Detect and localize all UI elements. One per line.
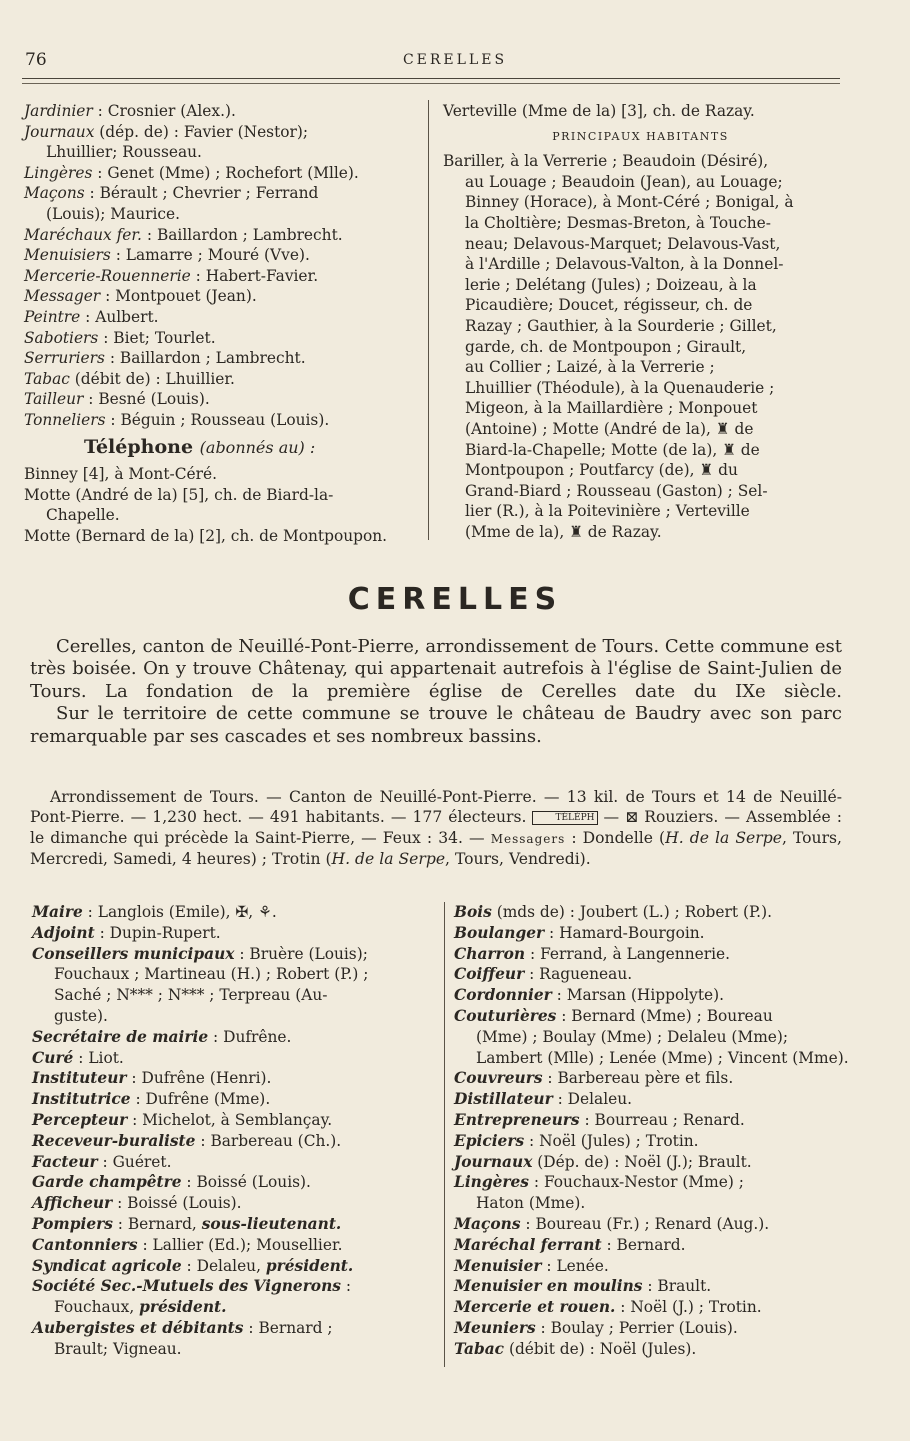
entry-label: Distillateur xyxy=(454,1090,553,1109)
entry-text: : Delaleu. xyxy=(552,1090,633,1109)
entry-text: : Bernard ; xyxy=(243,1318,333,1337)
entry-text: : Dupin-Rupert. xyxy=(94,923,221,942)
list-entry xyxy=(454,1214,844,1235)
entry-text: : Michelot, à Semblançay. xyxy=(127,1110,333,1129)
entry-label: Receveur-buraliste xyxy=(32,1131,196,1150)
list-entry xyxy=(454,1089,844,1110)
messagers-label: Messagers xyxy=(490,831,566,846)
list-entry xyxy=(32,1048,426,1069)
entry-text: : Boulay ; Perrier (Louis). xyxy=(535,1318,738,1337)
entry-label: Mercerie-Rouennerie xyxy=(24,266,191,285)
list-entry xyxy=(32,1131,426,1152)
entry-label: Charron xyxy=(454,944,526,963)
list-entry xyxy=(454,1339,844,1360)
entry-text: : Genet (Mme) ; Rochefort (Mlle). xyxy=(92,163,359,182)
telephone-entry: Binney [4], à Mont-Céré. xyxy=(24,465,217,484)
entry-text: Haton (Mme). xyxy=(476,1194,586,1213)
entry-label: Sabotiers xyxy=(24,328,99,347)
entry-text: : Lamarre ; Mouré (Vve). xyxy=(110,246,310,265)
entry-label: Curé xyxy=(32,1048,74,1067)
header-rule xyxy=(22,78,840,79)
list-entry xyxy=(32,1193,426,1214)
list-entry xyxy=(32,1027,426,1048)
entry-text: : Bernard. xyxy=(601,1235,686,1254)
trade-listing xyxy=(24,101,416,431)
list-entry xyxy=(32,1235,426,1256)
entry-label: Lingères xyxy=(24,163,93,182)
list-entry xyxy=(454,944,844,965)
entry-label: Tailleur xyxy=(24,390,84,409)
residents-list xyxy=(443,151,838,542)
list-entry xyxy=(454,1276,844,1297)
text-line: Migeon, à la Maillardière ; Monpouet xyxy=(465,399,758,418)
entry-text: : Barbereau (Ch.). xyxy=(195,1131,342,1150)
entry-text: : Langlois (Emile), ✠, ⚘. xyxy=(82,903,277,921)
list-entry xyxy=(32,1089,426,1110)
entry-label: Cantonniers xyxy=(32,1235,138,1254)
entry-text: Fouchaux, xyxy=(54,1298,140,1317)
text-line: lerie ; Delétang (Jules) ; Doizeau, à la xyxy=(465,275,757,294)
entry-text: guste). xyxy=(54,1006,108,1025)
running-title: CERELLES xyxy=(402,52,508,68)
admin-info xyxy=(30,787,842,870)
entry-label: Mercerie et rouen. xyxy=(454,1298,616,1317)
telephone-heading-sub: (abonnés au) : xyxy=(199,437,316,457)
entry-text: : Dufrêne. xyxy=(208,1027,292,1046)
entry-label: Messager xyxy=(24,287,101,306)
admin-text: — xyxy=(597,808,626,827)
lower-left-column xyxy=(32,902,426,1360)
entry-label: Maréchal ferrant xyxy=(454,1235,602,1254)
list-entry xyxy=(454,1152,844,1173)
entry-text: : Liot. xyxy=(73,1048,124,1067)
list-entry xyxy=(32,1339,426,1360)
list-entry xyxy=(24,142,416,163)
entry-text: : Fouchaux-Nestor (Mme) ; xyxy=(528,1173,744,1192)
entry-label: Menuisiers xyxy=(24,246,111,265)
list-entry xyxy=(24,204,416,225)
entry-text: : Dufrêne (Henri). xyxy=(126,1069,272,1088)
list-entry xyxy=(32,902,426,923)
page-number: 76 xyxy=(25,50,47,70)
entry-text: : Baillardon ; Lambrecht. xyxy=(141,225,343,244)
entry-label: Maçons xyxy=(24,184,85,203)
list-entry xyxy=(32,1110,426,1131)
list-entry xyxy=(24,183,416,204)
column-divider-upper xyxy=(428,100,429,540)
entry-text: Fouchaux ; Martineau (H.) ; Robert (P.) ; xyxy=(54,965,369,984)
entry-text: : Boissé (Louis). xyxy=(181,1173,311,1192)
entry-text: : Montpouet (Jean). xyxy=(100,287,257,306)
list-entry xyxy=(32,923,426,944)
entry-label: Maire xyxy=(32,903,83,921)
text-line: Montpoupon ; Poutfarcy (de), ♜ du xyxy=(465,461,738,480)
entry-label: Secrétaire de mairie xyxy=(32,1027,209,1046)
entry-text: (Dép. de) : Noël (J.); Brault. xyxy=(532,1152,752,1171)
telephone-heading xyxy=(84,437,416,459)
telephone-entry: Motte (Bernard de la) [2], ch. de Montpoupon. xyxy=(24,526,388,545)
admin-text: : Dondelle ( xyxy=(565,828,666,847)
entry-label: Tabac xyxy=(24,369,70,388)
entry-text: Saché ; N*** ; N*** ; Terpreau (Au- xyxy=(54,986,328,1005)
text-line: Bariller, à la Verrerie ; Beaudoin (Désiré), xyxy=(443,152,769,171)
column-divider-lower xyxy=(444,902,445,1367)
section-title: CERELLES xyxy=(347,582,563,617)
intro-paragraph: Cerelles, canton de Neuillé-Pont-Pierre, arrondissement de Tours. Cette commune est très boisée. On y trouve Châtenay, qui appartenait autrefois à l'église de Saint-Julien de Tours. La fondation de la première église de Cerelles date du IXe siècle. xyxy=(30,636,842,702)
list-entry xyxy=(32,1297,426,1318)
entry-label: Menuisier en moulins xyxy=(454,1277,643,1296)
list-entry xyxy=(454,1297,844,1318)
list-entry xyxy=(24,122,416,143)
telephone-entry: Motte (André de la) [5], ch. de Biard-la- xyxy=(24,485,334,504)
entry-label: Tonneliers xyxy=(24,410,106,429)
text-line: au Louage ; Beaudoin (Jean), au Louage; xyxy=(465,172,783,191)
telephone-list xyxy=(24,464,416,546)
text-line: la Choltière; Desmas-Breton, à Touche- xyxy=(465,213,771,232)
entry-text: : Dufrêne (Mme). xyxy=(130,1090,271,1109)
entry-text: : Biet; Tourlet. xyxy=(98,328,216,347)
entry-text: : Delaleu, xyxy=(181,1256,266,1275)
entry-label: Institutrice xyxy=(32,1090,131,1109)
entry-label: Coiffeur xyxy=(454,965,525,984)
list-entry xyxy=(24,245,416,266)
list-entry xyxy=(24,101,416,122)
text-line: Picaudière; Doucet, régisseur, ch. de xyxy=(465,296,753,315)
entry-text: : Barbereau père et fils. xyxy=(542,1069,734,1088)
entry-text: (mds de) : Joubert (L.) ; Robert (P.). xyxy=(491,903,772,921)
entry-text: (Mme) ; Boulay (Mme) ; Delaleu (Mme); xyxy=(476,1027,789,1046)
admin-text: , Tours, Vendredi). xyxy=(445,850,591,869)
entry-text: : Bourreau ; Renard. xyxy=(579,1110,745,1129)
entry-text: : Bérault ; Chevrier ; Ferrand xyxy=(84,184,319,203)
list-entry xyxy=(24,348,416,369)
list-entry xyxy=(454,985,844,1006)
entry-label: Pompiers xyxy=(32,1214,113,1233)
list-entry xyxy=(32,1068,426,1089)
entry-text: : Boureau (Fr.) ; Renard (Aug.). xyxy=(520,1214,770,1233)
verteville-line: Verteville (Mme de la) [3], ch. de Razay. xyxy=(443,102,755,120)
upper-right-column xyxy=(443,101,838,542)
text-line: lier (R.), à la Poitevinière ; Verteville xyxy=(465,502,750,521)
admin-paragraph xyxy=(30,787,842,870)
entry-text: (dép. de) : Favier (Nestor); xyxy=(94,122,309,141)
list-entry xyxy=(24,389,416,410)
entry-label: Jardinier xyxy=(24,102,93,120)
text-line: à l'Ardille ; Delavous-Valton, à la Donnel- xyxy=(465,255,784,274)
entry-label: Journaux xyxy=(454,1152,533,1171)
entry-label: Syndicat agricole xyxy=(32,1256,182,1275)
entry-label: Maréchaux fer. xyxy=(24,225,142,244)
text-line: au Collier ; Laizé, à la Verrerie ; xyxy=(465,358,715,377)
entry-text: (débit de) : Noël (Jules). xyxy=(504,1339,697,1358)
text-line: Razay ; Gauthier, à la Sourderie ; Gillet, xyxy=(465,316,777,335)
entry-label: Meuniers xyxy=(454,1318,536,1337)
text-line: neau; Delavous-Marquet; Delavous-Vast, xyxy=(465,234,781,253)
entry-text: : Ragueneau. xyxy=(524,965,633,984)
entry-text: : Guéret. xyxy=(97,1152,172,1171)
text-line: Grand-Biard ; Rousseau (Gaston) ; Sel- xyxy=(465,481,768,500)
entry-label: Menuisier xyxy=(454,1256,542,1275)
entry-text-emphasis: président. xyxy=(139,1298,227,1317)
entry-label: Aubergistes et débitants xyxy=(32,1318,244,1337)
list-entry xyxy=(454,964,844,985)
entry-label: Couvreurs xyxy=(454,1069,543,1088)
telephone-entry: Chapelle. xyxy=(46,506,120,525)
list-entry xyxy=(32,1152,426,1173)
businesses-list xyxy=(454,902,849,1360)
entry-label: Facteur xyxy=(32,1152,98,1171)
text-line: Lhuillier (Théodule), à la Quenauderie ; xyxy=(465,378,775,397)
entry-label: Bois xyxy=(454,903,492,921)
entry-text: : Ferrand, à Langennerie. xyxy=(525,944,730,963)
list-entry xyxy=(454,1256,844,1277)
header-rule-secondary xyxy=(22,83,840,84)
entry-text: (débit de) : Lhuillier. xyxy=(69,369,235,388)
list-entry xyxy=(454,1235,844,1256)
list-entry xyxy=(32,985,426,1006)
entry-text: : Brault. xyxy=(642,1277,712,1296)
list-entry xyxy=(454,1172,844,1193)
intro-text xyxy=(30,636,842,748)
list-entry xyxy=(24,307,416,328)
entry-text-emphasis: président. xyxy=(265,1256,354,1275)
list-entry xyxy=(454,1131,844,1152)
text-line: (Antoine) ; Motte (André de la), ♜ de xyxy=(465,419,754,438)
text-line: garde, ch. de Montpoupon ; Girault, xyxy=(465,337,747,356)
list-entry xyxy=(32,944,426,965)
list-entry xyxy=(454,923,844,944)
entry-label: Conseillers municipaux xyxy=(32,944,235,963)
entry-text: : Lenée. xyxy=(541,1256,609,1275)
entry-text: : Lallier (Ed.); Mousellier. xyxy=(137,1235,343,1254)
text-line: (Mme de la), ♜ de Razay. xyxy=(465,522,662,541)
lower-right-column xyxy=(454,902,849,1360)
list-entry xyxy=(32,1256,426,1277)
list-entry xyxy=(24,369,416,390)
entry-text: : xyxy=(340,1277,352,1296)
list-entry xyxy=(32,1318,426,1339)
entry-text: : Boissé (Louis). xyxy=(112,1194,242,1213)
list-entry xyxy=(24,328,416,349)
entry-label: Afficheur xyxy=(32,1194,113,1213)
entry-text: : Besné (Louis). xyxy=(83,390,210,409)
entry-text: : Marsan (Hippolyte). xyxy=(551,986,725,1005)
entry-text: Lhuillier; Rousseau. xyxy=(46,143,202,162)
admin-text: H. de la Serpe xyxy=(665,828,782,847)
text-line: Biard-la-Chapelle; Motte (de la), ♜ de xyxy=(465,440,760,459)
entry-label: Lingères xyxy=(454,1173,529,1192)
list-entry xyxy=(454,1048,849,1069)
text-line: Binney (Horace), à Mont-Céré ; Bonigal, à xyxy=(465,193,794,212)
entry-text: (Louis); Maurice. xyxy=(46,204,181,223)
entry-label: Instituteur xyxy=(32,1069,127,1088)
admin-text: ⊠ Rouziers. — Assemblée : le dimanche qui précède la Saint-Pierre, — Feux : 34. — xyxy=(30,808,842,847)
entry-text: : Aulbert. xyxy=(80,307,159,326)
entry-text: : Crosnier (Alex.). xyxy=(92,102,236,120)
list-entry xyxy=(454,1318,844,1339)
entry-label: Société Sec.-Mutuels des Vignerons xyxy=(32,1277,341,1296)
telephone-icon: TÉLÉPH xyxy=(532,811,597,825)
entry-label: Serruriers xyxy=(24,349,105,368)
intro-paragraph: Sur le territoire de cette commune se trouve le château de Baudry avec son parc remarquable par ses cascades et ses nombreux bassins. xyxy=(30,703,842,747)
entry-label: Boulanger xyxy=(454,923,545,942)
entry-label: Cordonnier xyxy=(454,986,552,1005)
list-entry xyxy=(24,163,416,184)
entry-label: Garde champêtre xyxy=(32,1173,182,1192)
entry-text: : Bruère (Louis); xyxy=(234,944,368,963)
list-entry xyxy=(24,286,416,307)
admin-text: H. de la Serpe xyxy=(331,850,446,869)
entry-text: Lambert (Mlle) ; Lenée (Mme) ; Vincent (Mme). xyxy=(476,1048,849,1067)
entry-text: Brault; Vigneau. xyxy=(54,1339,182,1358)
list-entry xyxy=(454,902,844,923)
entry-label: Adjoint xyxy=(32,923,95,942)
entry-text-emphasis: sous-lieutenant. xyxy=(201,1214,342,1233)
upper-left-column xyxy=(24,101,416,546)
entry-label: Journaux xyxy=(24,122,95,141)
entry-label: Tabac xyxy=(454,1339,505,1358)
entry-text: : Noël (J.) ; Trotin. xyxy=(615,1298,762,1317)
entry-text: : Habert-Favier. xyxy=(190,266,319,285)
entry-text: : Noël (Jules) ; Trotin. xyxy=(524,1131,699,1150)
admin-text: , Tours, Mercredi, Samedi, 4 heures) ; Trotin ( xyxy=(30,828,843,869)
entry-label: Peintre xyxy=(24,307,81,326)
list-entry xyxy=(32,964,426,985)
entry-label: Epiciers xyxy=(454,1131,525,1150)
entry-text: : Hamard-Bourgoin. xyxy=(544,923,705,942)
list-entry xyxy=(454,1110,844,1131)
principaux-habitants-heading: PRINCIPAUX HABITANTS xyxy=(552,129,729,143)
list-entry xyxy=(32,1006,426,1027)
list-entry xyxy=(454,1193,844,1214)
telephone-heading-title: Téléphone xyxy=(84,435,194,458)
entry-text: : Bernard, xyxy=(112,1214,202,1233)
list-entry xyxy=(454,1068,844,1089)
list-entry xyxy=(24,225,416,246)
list-entry xyxy=(32,1276,426,1297)
list-entry xyxy=(24,410,416,431)
entry-label: Couturières xyxy=(454,1006,557,1025)
entry-text: : Béguin ; Rousseau (Louis). xyxy=(105,410,330,429)
entry-text: : Bernard (Mme) ; Boureau xyxy=(556,1006,773,1025)
entry-text: : Baillardon ; Lambrecht. xyxy=(104,349,306,368)
list-entry xyxy=(32,1172,426,1193)
entry-label: Maçons xyxy=(454,1214,521,1233)
entry-label: Entrepreneurs xyxy=(454,1110,580,1129)
list-entry xyxy=(454,1006,844,1027)
list-entry xyxy=(32,1214,426,1235)
admin-text: Arrondissement de Tours. — Canton de Neuillé-Pont-Pierre. — 13 kil. de Tours et 14 de Neuillé-Pont-Pierre. — 1,230 hect. — 491 habitants. — 177 électeurs. xyxy=(30,788,842,827)
list-entry xyxy=(24,266,416,287)
officials-list xyxy=(32,902,426,1360)
entry-label: Percepteur xyxy=(32,1110,128,1129)
list-entry xyxy=(454,1027,844,1048)
